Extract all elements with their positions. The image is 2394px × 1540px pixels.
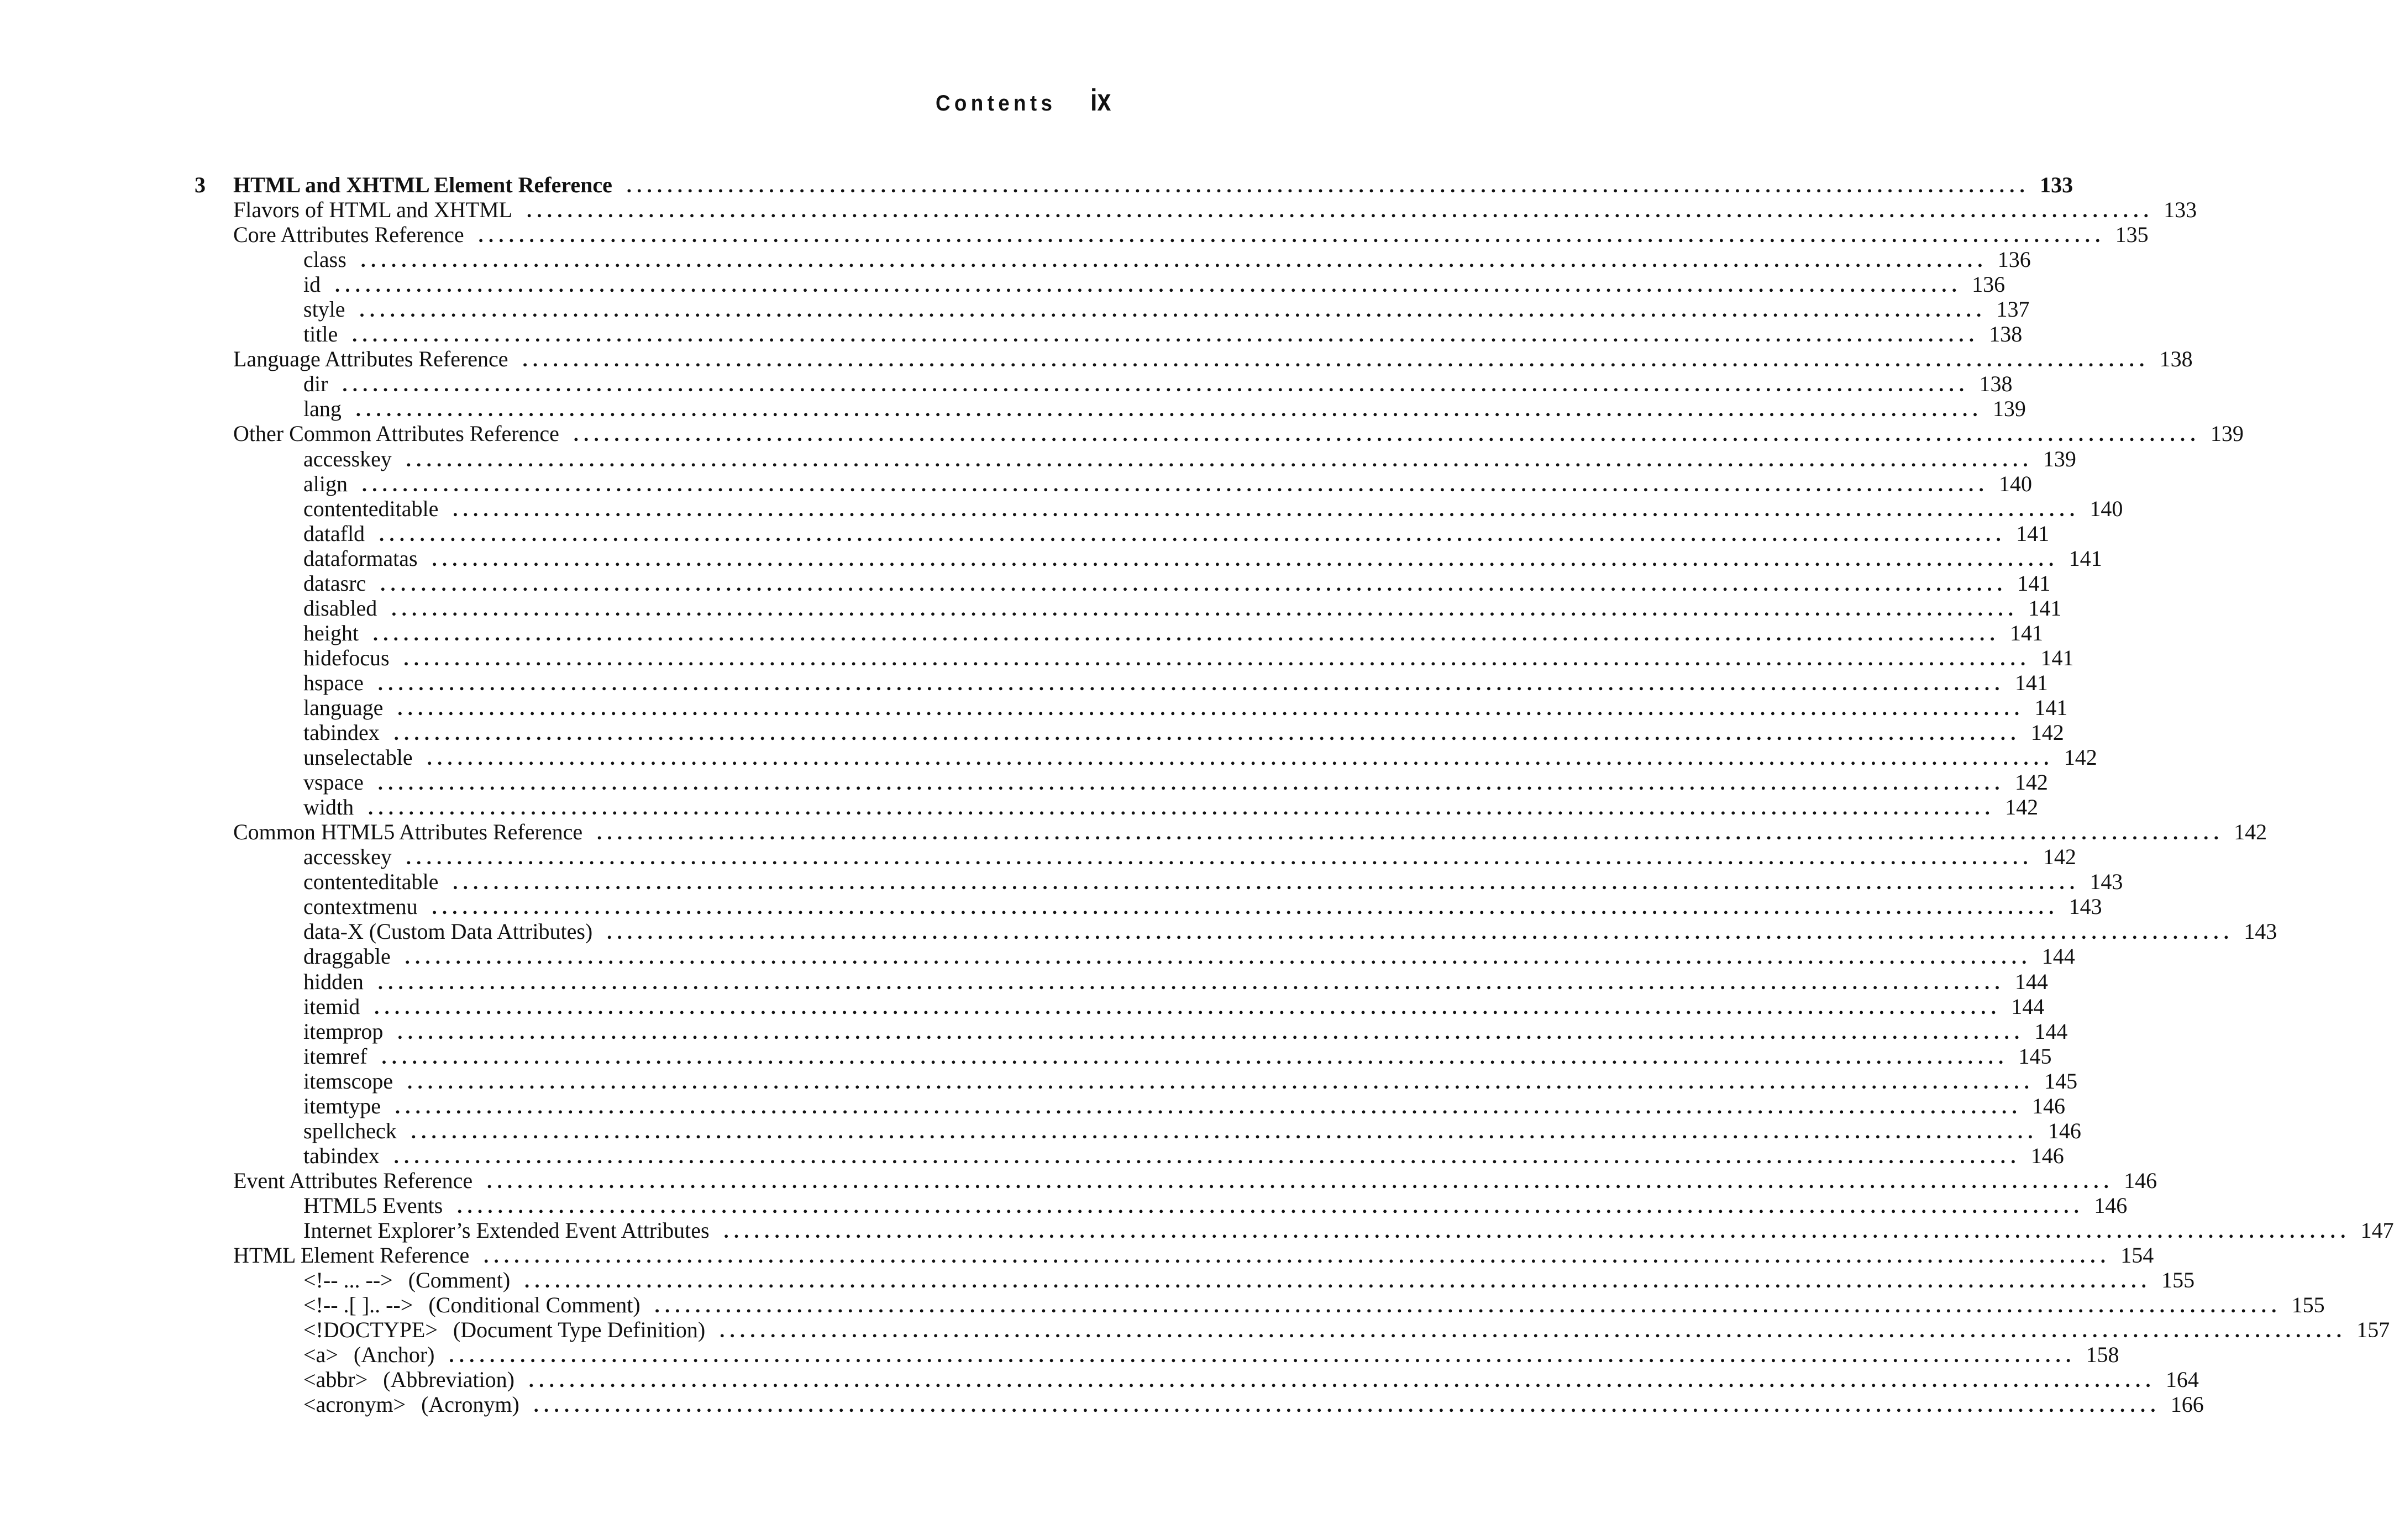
toc-entry-title: class bbox=[303, 247, 347, 272]
toc-entry-page: 136 bbox=[1997, 247, 2031, 272]
toc-subsection-entry[interactable] bbox=[195, 919, 2277, 944]
toc-entry-title: hidden bbox=[303, 969, 364, 994]
toc-entry-page: 138 bbox=[1979, 371, 2013, 397]
toc-entry-title: Common HTML5 Attributes Reference bbox=[233, 819, 583, 845]
dot-leader: ................................................................................................................................................................ bbox=[360, 249, 1988, 272]
dot-leader: ................................................................................................................................................................ bbox=[411, 1120, 2038, 1143]
dot-leader: ................................................................................................................................................................ bbox=[407, 1070, 2035, 1093]
toc-entry-title: datasrc bbox=[303, 570, 366, 596]
toc-entry-title: vspace bbox=[303, 770, 364, 795]
toc-entry-tag: <!-- .[ ].. --> bbox=[303, 1292, 413, 1318]
toc-entry-page: 140 bbox=[1998, 471, 2032, 496]
toc-entry-title: itemscope bbox=[303, 1068, 393, 1094]
dot-leader: ................................................................................................................................................................ bbox=[372, 622, 2000, 645]
dot-leader: ................................................................................................................................................................ bbox=[352, 324, 1980, 346]
toc-entry-page: 143 bbox=[2090, 869, 2123, 895]
toc-entry-page: 135 bbox=[2115, 222, 2149, 248]
dot-leader: ................................................................................................................................................................ bbox=[368, 797, 1996, 819]
dot-leader: ................................................................................................................................................................ bbox=[393, 1145, 2021, 1168]
toc-subsection-entry[interactable] bbox=[195, 272, 2006, 297]
dot-leader: ................................................................................................................................................................ bbox=[524, 1270, 2152, 1292]
dot-leader: ................................................................................................................................................................ bbox=[723, 1220, 2351, 1242]
toc-entry-page: 144 bbox=[2014, 969, 2048, 994]
toc-entry-page: 141 bbox=[2016, 521, 2050, 546]
dot-leader: ................................................................................................................................................................ bbox=[427, 747, 2054, 770]
dot-leader: ................................................................................................................................................................ bbox=[381, 1045, 2009, 1068]
toc-entry-title: contenteditable bbox=[303, 496, 439, 521]
dot-leader: ................................................................................................................................................................ bbox=[393, 722, 2021, 745]
dot-leader: ................................................................................................................................................................ bbox=[355, 398, 1983, 421]
toc-entry-tag: <!-- ... --> bbox=[303, 1268, 393, 1293]
toc-entry-title: itemid bbox=[303, 994, 360, 1019]
chapter-number: 3 bbox=[195, 172, 206, 197]
dot-leader: ................................................................................................................................................................ bbox=[432, 548, 2059, 570]
toc-entry-label: (Comment) bbox=[408, 1268, 511, 1293]
toc-subsection-entry[interactable] bbox=[195, 471, 2032, 496]
toc-entry-title: tabindex bbox=[303, 1143, 380, 1168]
toc-entry-label: (Conditional Comment) bbox=[428, 1292, 641, 1318]
toc-subsection-entry[interactable] bbox=[195, 1192, 2128, 1218]
toc-entry-title: Language Attributes Reference bbox=[233, 346, 508, 372]
toc-entry-page: 141 bbox=[2068, 545, 2102, 571]
toc-subsection-entry[interactable] bbox=[195, 247, 2031, 272]
dot-leader: ................................................................................................................................................................ bbox=[405, 946, 2032, 969]
toc-entry-title: itemref bbox=[303, 1043, 368, 1069]
toc-entry-title: align bbox=[303, 471, 348, 496]
dot-leader: ................................................................................................................................................................ bbox=[432, 896, 2059, 919]
toc-entry-page: 141 bbox=[2034, 695, 2068, 720]
toc-entry-tag: <acronym> bbox=[303, 1392, 406, 1417]
toc-subsection-entry[interactable] bbox=[195, 894, 2102, 919]
toc-entry-page: 139 bbox=[2210, 421, 2244, 446]
toc-entry-page: 143 bbox=[2068, 894, 2102, 919]
toc-entry-title: dataformatas bbox=[303, 545, 418, 571]
toc-entry-title: height bbox=[303, 620, 359, 645]
toc-subsection-entry[interactable] bbox=[195, 645, 2074, 670]
toc-entry-page: 155 bbox=[2161, 1268, 2195, 1293]
dot-leader: ................................................................................................................................................................ bbox=[342, 374, 1970, 396]
toc-entry-page: 142 bbox=[2030, 720, 2064, 745]
dot-leader: ................................................................................................................................................................ bbox=[406, 448, 2033, 471]
toc-section-entry[interactable] bbox=[195, 1168, 2157, 1193]
toc-entry-tag: <!DOCTYPE> bbox=[303, 1317, 438, 1343]
toc-entry-page: 141 bbox=[2040, 645, 2074, 670]
toc-subsection-entry[interactable] bbox=[195, 795, 2039, 820]
toc-entry-page: 164 bbox=[2165, 1367, 2199, 1392]
toc-subsection-entry[interactable] bbox=[195, 994, 2045, 1019]
toc-subsection-entry[interactable] bbox=[195, 297, 2030, 322]
toc-entry-title: style bbox=[303, 297, 345, 322]
toc-entry-title: HTML Element Reference bbox=[233, 1243, 470, 1268]
toc-subsection-entry[interactable] bbox=[195, 1268, 2195, 1293]
toc-subsection-entry[interactable] bbox=[195, 1118, 2081, 1143]
dot-leader: ................................................................................................................................................................ bbox=[395, 1095, 2022, 1118]
toc-entry-page: 144 bbox=[2011, 994, 2045, 1019]
toc-entry-page: 144 bbox=[2041, 944, 2075, 969]
dot-leader: ................................................................................................................................................................ bbox=[377, 971, 2005, 994]
chapter-title: HTML and XHTML Element Reference bbox=[233, 172, 612, 197]
page-number: ix bbox=[1090, 82, 1111, 117]
toc-entry-tag: <a> bbox=[303, 1342, 338, 1368]
toc-subsection-entry[interactable] bbox=[195, 446, 2076, 471]
toc-section-entry[interactable] bbox=[195, 222, 2149, 248]
toc-entry-title: Flavors of HTML and XHTML bbox=[233, 197, 513, 223]
toc-section-entry[interactable] bbox=[195, 346, 2193, 372]
toc-entry-page: 143 bbox=[2244, 919, 2277, 944]
toc-subsection-entry[interactable] bbox=[195, 1392, 2204, 1417]
dot-leader: ................................................................................................................................................................ bbox=[377, 772, 2005, 795]
toc-entry-title: datafld bbox=[303, 521, 365, 546]
toc-subsection-entry[interactable] bbox=[195, 1292, 2325, 1318]
toc-subsection-entry[interactable] bbox=[195, 396, 2026, 422]
toc-subsection-entry[interactable] bbox=[195, 695, 2068, 720]
running-head bbox=[925, 82, 1116, 118]
dot-leader: ................................................................................................................................................................ bbox=[487, 1170, 2114, 1192]
toc-entry-title: itemprop bbox=[303, 1018, 384, 1044]
toc-entry-title bbox=[303, 1317, 720, 1342]
running-head-title: Contents bbox=[935, 91, 1057, 115]
dot-leader: ................................................................................................................................................................ bbox=[528, 1369, 2156, 1392]
toc-entry-page: 147 bbox=[2360, 1217, 2394, 1243]
toc-entry-page: 141 bbox=[2028, 595, 2062, 621]
toc-entry-page: 145 bbox=[2044, 1068, 2078, 1094]
toc-entry-tag: <abbr> bbox=[303, 1367, 368, 1392]
toc-entry-page: 137 bbox=[1996, 297, 2030, 322]
toc-entry-page: 138 bbox=[2159, 346, 2193, 372]
toc-entry-page: 146 bbox=[2048, 1118, 2081, 1143]
toc-entry-page: 139 bbox=[1992, 396, 2026, 422]
toc-subsection-entry[interactable] bbox=[195, 770, 2048, 795]
toc-subsection-entry[interactable] bbox=[195, 1043, 2052, 1069]
dot-leader: ................................................................................................................................................................ bbox=[720, 1320, 2347, 1342]
toc-entry-page: 146 bbox=[2124, 1168, 2157, 1193]
toc-subsection-entry[interactable] bbox=[195, 1317, 2390, 1343]
toc-entry-page: 155 bbox=[2291, 1292, 2325, 1318]
toc-entry-page: 146 bbox=[2030, 1143, 2064, 1168]
toc-entry-label: (Anchor) bbox=[353, 1342, 435, 1368]
dot-leader: ................................................................................................................................................................ bbox=[374, 996, 2002, 1018]
toc-chapter-entry[interactable] bbox=[195, 172, 2073, 197]
toc-entry-page: 141 bbox=[2017, 570, 2051, 596]
toc-entry-title: dir bbox=[303, 371, 328, 397]
toc-entry-page: 142 bbox=[2043, 844, 2076, 870]
toc-entry-page: 146 bbox=[2094, 1192, 2128, 1218]
toc-entry-page: 146 bbox=[2031, 1093, 2065, 1118]
dot-leader: ................................................................................................................................................................ bbox=[527, 199, 2154, 222]
toc-entry-title: id bbox=[303, 272, 321, 297]
toc-section-entry[interactable] bbox=[195, 1243, 2154, 1268]
toc-entry-title bbox=[303, 1268, 524, 1292]
toc-entry-title: data-X (Custom Data Attributes) bbox=[303, 919, 593, 944]
toc-entry-title: hidefocus bbox=[303, 645, 390, 670]
toc-entry-page: 142 bbox=[2064, 745, 2097, 770]
toc-entry-title bbox=[303, 1342, 449, 1367]
toc-entry-page: 166 bbox=[2170, 1392, 2204, 1417]
toc-subsection-entry[interactable] bbox=[195, 944, 2075, 969]
dot-leader: ................................................................................................................................................................ bbox=[377, 672, 2005, 695]
toc-entry-page: 141 bbox=[2009, 620, 2043, 645]
toc-entry-page: 141 bbox=[2014, 670, 2048, 695]
toc-entry-title: itemtype bbox=[303, 1093, 381, 1118]
toc-subsection-entry[interactable] bbox=[195, 620, 2043, 645]
dot-leader: ................................................................................................................................................................ bbox=[359, 299, 1987, 322]
chapter-page: 133 bbox=[2040, 172, 2073, 197]
toc-subsection-entry[interactable] bbox=[195, 595, 2062, 621]
toc-subsection-entry[interactable] bbox=[195, 1217, 2394, 1243]
toc-section-entry[interactable] bbox=[195, 197, 2197, 223]
dot-leader: ................................................................................................................................................................ bbox=[397, 697, 2025, 719]
toc-entry-title: Other Common Attributes Reference bbox=[233, 421, 559, 446]
dot-leader: ................................................................................................................................................................ bbox=[403, 647, 2031, 670]
toc-entry-label: (Acronym) bbox=[421, 1392, 519, 1417]
toc-entry-title: language bbox=[303, 695, 384, 720]
table-of-contents bbox=[195, 172, 2394, 1417]
dot-leader: ................................................................................................................................................................ bbox=[397, 1021, 2025, 1043]
dot-leader: ................................................................................................................................................................ bbox=[335, 274, 1962, 297]
toc-entry-page: 144 bbox=[2034, 1018, 2068, 1044]
toc-subsection-entry[interactable] bbox=[195, 1018, 2068, 1044]
dot-leader: ................................................................................................................................................................ bbox=[449, 1344, 2076, 1367]
dot-leader: ................................................................................................................................................................ bbox=[597, 822, 2224, 844]
toc-subsection-entry[interactable] bbox=[195, 670, 2048, 695]
toc-entry-page: 138 bbox=[1989, 322, 2023, 347]
dot-leader: ................................................................................................................................................................ bbox=[380, 572, 2008, 595]
toc-entry-page: 157 bbox=[2356, 1317, 2390, 1343]
dot-leader: ................................................................................................................................................................ bbox=[573, 423, 2201, 446]
toc-entry-title: Event Attributes Reference bbox=[233, 1168, 473, 1193]
toc-subsection-entry[interactable] bbox=[195, 745, 2097, 770]
toc-subsection-entry[interactable] bbox=[195, 1342, 2119, 1368]
toc-entry-page: 136 bbox=[1972, 272, 2006, 297]
toc-subsection-entry[interactable] bbox=[195, 720, 2064, 745]
toc-entry-title: HTML5 Events bbox=[303, 1192, 443, 1218]
dot-leader: ................................................................................................................................................................ bbox=[391, 597, 2019, 620]
toc-entry-page: 140 bbox=[2090, 496, 2123, 521]
dot-leader: ................................................................................................................................................................ bbox=[533, 1394, 2161, 1417]
dot-leader: ................................................................................................................................................................ bbox=[457, 1195, 2085, 1217]
toc-entry-title: accesskey bbox=[303, 844, 392, 870]
dot-leader: ................................................................................................................................................................ bbox=[453, 871, 2080, 894]
toc-entry-title bbox=[303, 1367, 529, 1392]
toc-subsection-entry[interactable] bbox=[195, 371, 2013, 397]
toc-subsection-entry[interactable] bbox=[195, 496, 2123, 521]
toc-entry-title: lang bbox=[303, 396, 342, 422]
toc-entry-title: Core Attributes Reference bbox=[233, 222, 464, 248]
toc-entry-title: hspace bbox=[303, 670, 364, 695]
toc-subsection-entry[interactable] bbox=[195, 322, 2023, 347]
toc-entry-page: 142 bbox=[2005, 795, 2039, 820]
toc-section-entry[interactable] bbox=[195, 819, 2267, 845]
dot-leader: ................................................................................................................................................................ bbox=[406, 847, 2033, 869]
toc-entry-title: tabindex bbox=[303, 720, 380, 745]
toc-subsection-entry[interactable] bbox=[195, 521, 2050, 546]
dot-leader: ................................................................................................................................................................ bbox=[453, 498, 2080, 521]
toc-entry-title: title bbox=[303, 322, 338, 347]
toc-entry-title: contenteditable bbox=[303, 869, 439, 895]
toc-entry-label: (Abbreviation) bbox=[383, 1367, 514, 1392]
toc-subsection-entry[interactable] bbox=[195, 545, 2102, 571]
dot-leader: ................................................................................................................................................................ bbox=[607, 921, 2234, 944]
toc-entry-page: 133 bbox=[2164, 197, 2197, 223]
toc-subsection-entry[interactable] bbox=[195, 869, 2123, 895]
dot-leader: ................................................................................................................................................................ bbox=[654, 1295, 2282, 1317]
toc-entry-label: (Document Type Definition) bbox=[453, 1317, 706, 1343]
toc-subsection-entry[interactable] bbox=[195, 1143, 2064, 1168]
dot-leader: ................................................................................................................................................................ bbox=[522, 349, 2150, 371]
toc-subsection-entry[interactable] bbox=[195, 969, 2048, 994]
dot-leader: ................................................................................................................................................................ bbox=[478, 224, 2106, 247]
toc-entry-title: accesskey bbox=[303, 446, 392, 471]
toc-section-entry[interactable] bbox=[195, 421, 2244, 446]
toc-subsection-entry[interactable] bbox=[195, 844, 2076, 870]
toc-entry-page: 142 bbox=[2014, 770, 2048, 795]
toc-entry-title: unselectable bbox=[303, 745, 413, 770]
toc-subsection-entry[interactable] bbox=[195, 1068, 2078, 1094]
toc-entry-title: disabled bbox=[303, 595, 377, 621]
toc-subsection-entry[interactable] bbox=[195, 1093, 2065, 1118]
toc-subsection-entry[interactable] bbox=[195, 1367, 2199, 1392]
toc-entry-title: contextmenu bbox=[303, 894, 418, 919]
toc-entry-page: 145 bbox=[2018, 1043, 2052, 1069]
toc-entry-page: 158 bbox=[2086, 1342, 2119, 1368]
dot-leader: ................................................................................................................................................................ bbox=[361, 473, 1989, 496]
toc-entry-title: width bbox=[303, 795, 354, 820]
dot-leader: ................................................................................................................................................................ bbox=[379, 523, 2007, 545]
dot-leader: .......................................................................................................................................... bbox=[626, 175, 2030, 197]
toc-entry-title bbox=[303, 1292, 655, 1317]
toc-subsection-entry[interactable] bbox=[195, 570, 2051, 596]
toc-entry-title: draggable bbox=[303, 944, 391, 969]
toc-entry-page: 139 bbox=[2043, 446, 2076, 471]
toc-entry-title: Internet Explorer’s Extended Event Attributes bbox=[303, 1217, 710, 1243]
toc-entry-page: 154 bbox=[2120, 1243, 2154, 1268]
dot-leader: ................................................................................................................................................................ bbox=[484, 1245, 2111, 1268]
toc-entry-title bbox=[303, 1392, 534, 1417]
toc-entry-title: spellcheck bbox=[303, 1118, 397, 1143]
toc-entry-page: 142 bbox=[2234, 819, 2267, 845]
